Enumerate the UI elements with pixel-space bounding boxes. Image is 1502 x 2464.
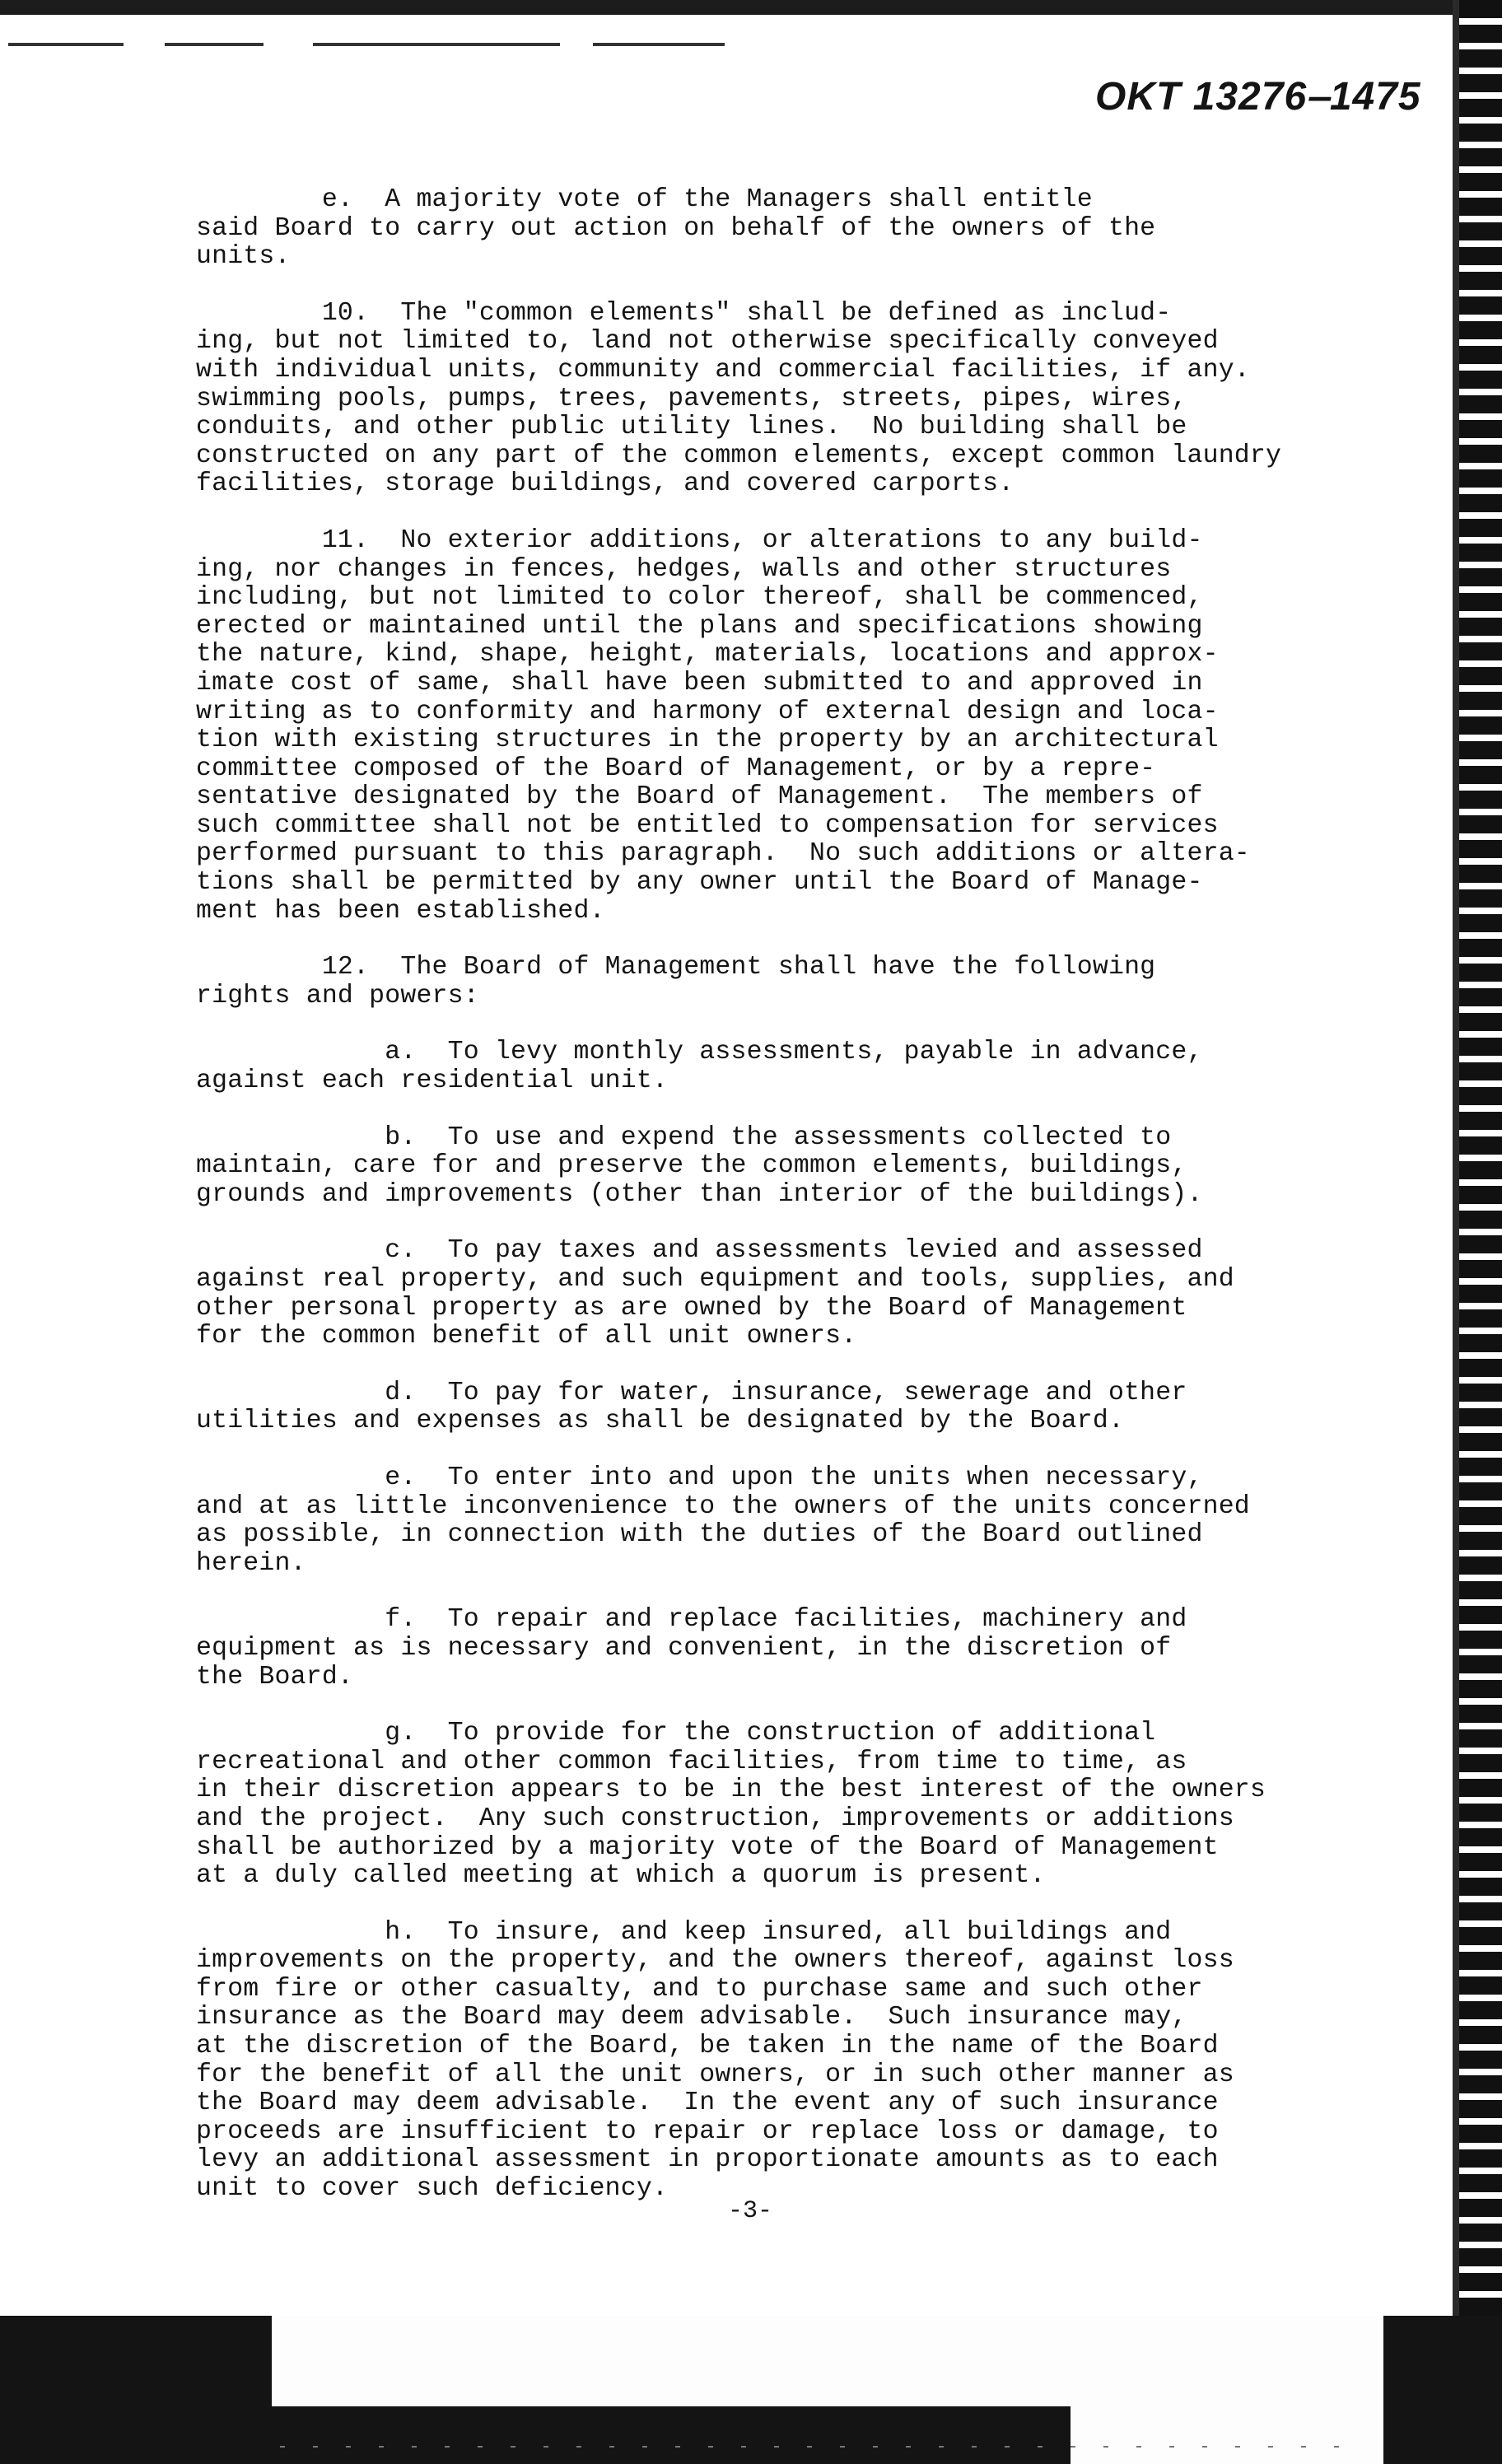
scan-speckle — [165, 43, 264, 46]
text-line: ing, but not limited to, land not otherwise specifically conveyed — [196, 327, 1219, 357]
paragraph-12d — [196, 1379, 1398, 1436]
paragraph-12h — [196, 1919, 1398, 2204]
paragraph-12 — [196, 954, 1398, 1010]
document-body — [196, 186, 1398, 2204]
text-line: against real property, and such equipment and tools, supplies, and — [196, 1265, 1234, 1294]
scan-bottom-strip — [1071, 2316, 1383, 2464]
text-line: said Board to carry out action on behalf of the owners of the — [196, 213, 1156, 243]
paragraph-gap — [196, 1351, 1398, 1379]
scan-speckle — [313, 43, 560, 46]
text-line: writing as to conformity and harmony of external design and loca- — [196, 697, 1219, 726]
text-line: h. To insure, and keep insured, all buildings and — [196, 1917, 1172, 1947]
page-number: -3- — [728, 2197, 773, 2225]
text-line: unit to cover such deficiency. — [196, 2174, 669, 2204]
paragraph-9e — [196, 186, 1398, 272]
text-line: performed pursuant to this paragraph. No such additions or altera- — [196, 839, 1250, 869]
paragraph-gap — [196, 1209, 1398, 1237]
text-line: c. To pay taxes and assessments levied and assessed — [196, 1236, 1203, 1266]
paragraph-gap — [196, 1096, 1398, 1124]
text-line: swimming pools, pumps, trees, pavements, streets, pipes, wires, — [196, 384, 1187, 413]
text-line: herein. — [196, 1548, 306, 1578]
text-line: the nature, kind, shape, height, materials, locations and approx- — [196, 640, 1219, 670]
paragraph-gap — [196, 272, 1398, 300]
text-line: 11. No exterior additions, or alterations to any build- — [196, 525, 1203, 555]
text-line: recreational and other common facilities, from time to time, as — [196, 1747, 1187, 1776]
text-line: g. To provide for the construction of additional — [196, 1719, 1156, 1748]
text-line: a. To levy monthly assessments, payable in advance, — [196, 1038, 1203, 1067]
text-line: b. To use and expend the assessments collected to — [196, 1122, 1172, 1152]
text-line: from fire or other casualty, and to purchase same and such other — [196, 1974, 1203, 2004]
paragraph-gap — [196, 926, 1398, 954]
text-line: 10. The "common elements" shall be defined as includ- — [196, 298, 1172, 328]
text-line: committee composed of the Board of Management, or by a repre- — [196, 754, 1156, 783]
text-line: e. To enter into and upon the units when necessary, — [196, 1463, 1203, 1492]
paragraph-12a — [196, 1038, 1398, 1095]
paragraph-gap — [196, 1891, 1398, 1919]
text-line: erected or maintained until the plans and specifications showing — [196, 611, 1203, 641]
text-line: facilities, storage buildings, and covered carports. — [196, 469, 1015, 499]
text-line: tion with existing structures in the property by an architectural — [196, 726, 1219, 755]
paragraph-12c — [196, 1237, 1398, 1351]
paragraph-12b — [196, 1124, 1398, 1210]
record-stamp: OKT 13276‒1475 — [1095, 75, 1421, 119]
paragraph-11 — [196, 527, 1398, 926]
text-line: units. — [196, 242, 291, 272]
text-line: ing, nor changes in fences, hedges, walls and other structures — [196, 554, 1172, 584]
text-line: other personal property as are owned by the Board of Management — [196, 1293, 1187, 1323]
text-line: insurance as the Board may deem advisable. Such insurance may, — [196, 2003, 1187, 2032]
text-line: ment has been established. — [196, 896, 605, 926]
text-line: and the project. Any such construction, improvements or additions — [196, 1804, 1234, 1833]
paragraph-12e — [196, 1464, 1398, 1578]
text-line: the Board may deem advisable. In the event any of such insurance — [196, 2088, 1219, 2118]
text-line: d. To pay for water, insurance, sewerage and other — [196, 1378, 1187, 1407]
text-line: sentative designated by the Board of Management. The members of — [196, 782, 1203, 812]
text-line: for the benefit of all the unit owners, or in such other manner as — [196, 2060, 1234, 2089]
text-line: at the discretion of the Board, be taken in the name of the Board — [196, 2032, 1219, 2061]
scan-bottom-edge — [0, 2316, 1502, 2464]
text-line: maintain, care for and preserve the common elements, buildings, — [196, 1151, 1187, 1181]
text-line: levy an additional assessment in proportionate amounts as to each — [196, 2145, 1219, 2175]
paragraph-gap — [196, 1010, 1398, 1038]
paragraph-gap — [196, 1436, 1398, 1464]
paragraph-10 — [196, 300, 1398, 499]
text-line: proceeds are insufficient to repair or replace loss or damage, to — [196, 2116, 1219, 2146]
text-line: improvements on the property, and the owners thereof, against loss — [196, 1946, 1234, 1976]
text-line: e. A majority vote of the Managers shall entitle — [196, 185, 1093, 214]
scan-bottom-strip — [272, 2316, 1103, 2406]
paragraph-12g — [196, 1720, 1398, 1891]
scan-right-shadow — [1453, 0, 1459, 2464]
text-line: at a duly called meeting at which a quorum is present. — [196, 1861, 1046, 1891]
text-line: constructed on any part of the common elements, except common laundry — [196, 441, 1282, 470]
scan-speckle — [593, 43, 725, 46]
paragraph-gap — [196, 1692, 1398, 1720]
text-line: as possible, in connection with the duties of the Board outlined — [196, 1520, 1203, 1550]
scan-speckle — [8, 43, 124, 46]
scan-right-edge — [1459, 0, 1502, 2464]
scan-dots — [280, 2446, 1350, 2448]
text-line: the Board. — [196, 1662, 354, 1692]
text-line: for the common benefit of all unit owners. — [196, 1322, 857, 1351]
text-line: 12. The Board of Management shall have the following — [196, 953, 1156, 982]
text-line: imate cost of same, shall have been submitted to and approved in — [196, 668, 1203, 698]
text-line: tions shall be permitted by any owner until the Board of Manage- — [196, 868, 1203, 898]
paragraph-gap — [196, 499, 1398, 527]
text-line: grounds and improvements (other than interior of the buildings). — [196, 1179, 1203, 1209]
scan-top-edge — [0, 0, 1502, 49]
paragraph-gap — [196, 1578, 1398, 1606]
paragraph-12f — [196, 1606, 1398, 1692]
text-line: with individual units, community and commercial facilities, if any. — [196, 355, 1250, 385]
text-line: conduits, and other public utility lines. No building shall be — [196, 413, 1187, 442]
text-line: against each residential unit. — [196, 1066, 669, 1096]
text-line: including, but not limited to color thereof, shall be commenced, — [196, 583, 1203, 613]
text-line: utilities and expenses as shall be designated by the Board. — [196, 1407, 1125, 1436]
text-line: f. To repair and replace facilities, machinery and — [196, 1605, 1187, 1635]
text-line: rights and powers: — [196, 981, 479, 1010]
text-line: and at as little inconvenience to the owners of the units concerned — [196, 1491, 1250, 1521]
text-line: in their discretion appears to be in the best interest of the owners — [196, 1776, 1266, 1805]
text-line: such committee shall not be entitled to compensation for services — [196, 810, 1219, 840]
text-line: shall be authorized by a majority vote of the Board of Management — [196, 1832, 1219, 1862]
text-line: equipment as is necessary and convenient, in the discretion of — [196, 1633, 1172, 1663]
